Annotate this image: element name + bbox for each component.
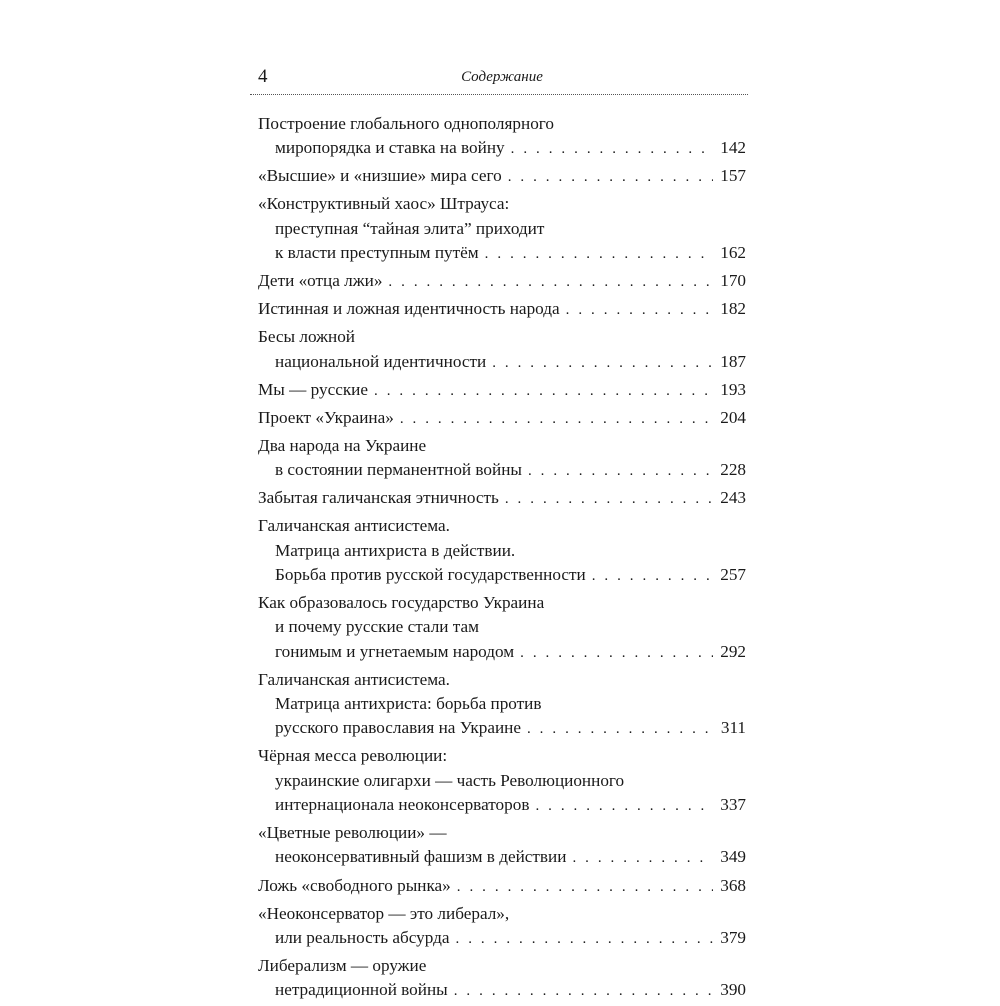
toc-entry-line: Галичанская антисистема. — [258, 516, 450, 536]
toc-entry-last-line — [258, 640, 746, 665]
toc-entry-line: Как образовалось государство Украина — [258, 593, 545, 613]
toc-entry — [258, 591, 746, 665]
toc-entry-title: Борьба против русской государственности — [275, 565, 586, 585]
toc-entry-page-number: 337 — [720, 795, 746, 815]
toc-entry-title: неоконсервативный фашизм в действии — [275, 847, 567, 867]
toc-entry-last-line — [258, 241, 746, 266]
toc-entry-page-number: 187 — [720, 351, 746, 371]
toc-entry-line: Чёрная месса революции: — [258, 746, 448, 766]
toc-entry-title: гонимым и угнетаемым народом — [275, 641, 515, 661]
toc-entry-last-line — [258, 486, 746, 511]
toc-entry-title: в состоянии перманентной войны — [275, 460, 522, 480]
dot-leader — [572, 846, 713, 870]
toc-entry-page-number: 182 — [720, 299, 746, 319]
toc-entry-title: национальной идентичности — [275, 351, 487, 371]
toc-entry — [258, 668, 746, 742]
dot-leader — [388, 270, 713, 294]
toc-entry-title: к власти преступным путём — [275, 243, 479, 263]
toc-entry-line: Либерализм — оружие — [258, 956, 427, 976]
toc-entry-last-line — [258, 458, 746, 483]
dot-leader — [508, 165, 713, 189]
toc-entry-last-line — [258, 563, 746, 588]
toc-entry-page-number: 243 — [720, 488, 746, 508]
dot-leader — [374, 379, 713, 403]
toc-entry — [258, 486, 746, 511]
toc-entry — [258, 192, 746, 266]
dot-leader — [566, 298, 713, 322]
toc-entry-title: Ложь «свободного рынка» — [258, 875, 451, 895]
toc-entry-title: Мы — русские — [258, 379, 369, 399]
dot-leader — [520, 641, 713, 665]
toc-entry-title: нетрадиционной войны — [275, 980, 448, 1000]
toc-entry-page-number: 379 — [720, 927, 746, 947]
toc-entry-page-number: 170 — [720, 271, 746, 291]
running-title: Содержание — [461, 69, 543, 85]
toc-entry-line: преступная “тайная элита” приходит — [275, 218, 545, 238]
toc-entry-page-number: 162 — [720, 243, 746, 263]
toc-entry — [258, 297, 746, 322]
toc-entry — [258, 902, 746, 952]
toc-entry-title: русского православия на Украине — [275, 718, 521, 738]
toc-entry-title: Забытая галичанская этничность — [258, 488, 499, 508]
toc-entry-line: «Неоконсерватор — это либерал», — [258, 903, 510, 923]
toc-entry — [258, 954, 746, 1004]
dot-leader — [535, 794, 713, 818]
toc-entry-page-number: 142 — [720, 138, 746, 158]
toc-entry-line: Построение глобального однополярного — [258, 114, 555, 133]
dot-leader — [505, 487, 713, 511]
toc-entry-last-line — [258, 406, 746, 431]
toc-entry-title: Проект «Украина» — [258, 407, 394, 427]
toc-entry-line: Бесы ложной — [258, 327, 356, 347]
toc-entry-last-line — [258, 297, 746, 322]
toc-entry-title: или реальность абсурда — [275, 927, 450, 947]
toc-entry-last-line — [258, 874, 746, 899]
toc-entry — [258, 269, 746, 294]
toc-entry-last-line — [258, 136, 746, 161]
toc-entry-title: Истинная и ложная идентичность народа — [258, 299, 560, 319]
toc-entry-page-number: 390 — [720, 980, 746, 1000]
toc-entry — [258, 164, 746, 189]
toc-entry-last-line — [258, 793, 746, 818]
toc-entry — [258, 744, 746, 818]
toc-entry-title: «Высшие» и «низшие» мира сего — [258, 166, 502, 186]
toc-entry-title: Дети «отца лжи» — [258, 271, 383, 291]
dot-leader — [456, 927, 713, 951]
toc-entry-last-line — [258, 716, 746, 741]
toc-entry-page-number: 204 — [720, 407, 746, 427]
toc-entry-line: Галичанская антисистема. — [258, 669, 450, 689]
toc-entry-page-number: 257 — [720, 565, 746, 585]
toc-entry-last-line — [258, 269, 746, 294]
toc-entry-last-line — [258, 378, 746, 403]
toc-entry-page-number: 157 — [720, 166, 746, 186]
toc-entry-page-number: 349 — [720, 847, 746, 867]
toc-entry — [258, 434, 746, 484]
header-dotted-rule — [250, 94, 748, 95]
toc-entry-line: и почему русские стали там — [275, 617, 480, 637]
toc-entry — [258, 325, 746, 375]
page-number: 4 — [258, 66, 268, 87]
toc-entry-page-number: 193 — [720, 379, 746, 399]
dot-leader — [528, 459, 713, 483]
dot-leader — [527, 717, 713, 741]
toc-entry-line: Матрица антихриста: борьба против — [275, 694, 542, 714]
page-header — [258, 66, 746, 90]
toc-entry-line: «Конструктивный хаос» Штрауса: — [258, 194, 510, 214]
toc-entry-title: интернационала неоконсерваторов — [275, 795, 530, 815]
toc-entry — [258, 378, 746, 403]
toc-entry — [258, 514, 746, 588]
toc-entry-title: миропорядка и ставка на войну — [275, 138, 505, 158]
toc-entry-last-line — [258, 926, 746, 951]
toc-entry-page-number: 228 — [720, 460, 746, 480]
toc-entry-last-line — [258, 164, 746, 189]
toc-entry-line: «Цветные революции» — — [258, 823, 447, 843]
toc-entry-last-line — [258, 845, 746, 870]
dot-leader — [492, 351, 713, 375]
toc-entry-page-number: 368 — [720, 875, 746, 895]
toc-entry-page-number: 292 — [720, 641, 746, 661]
toc-entry — [258, 112, 746, 162]
toc-entry-line: Два народа на Украине — [258, 435, 427, 455]
toc-entry-page-number: 311 — [720, 718, 746, 738]
dot-leader — [511, 137, 713, 161]
toc-entry — [258, 406, 746, 431]
dot-leader — [592, 564, 713, 588]
toc-entry — [258, 821, 746, 871]
dot-leader — [457, 875, 713, 899]
toc-entry-line: Матрица антихриста в действии. — [275, 540, 516, 560]
toc-entry — [258, 874, 746, 899]
dot-leader — [400, 407, 713, 431]
table-of-contents — [258, 112, 746, 1006]
toc-entry-last-line — [258, 350, 746, 375]
dot-leader — [485, 242, 713, 266]
toc-entry-line: украинские олигархи — часть Революционного — [275, 770, 625, 790]
